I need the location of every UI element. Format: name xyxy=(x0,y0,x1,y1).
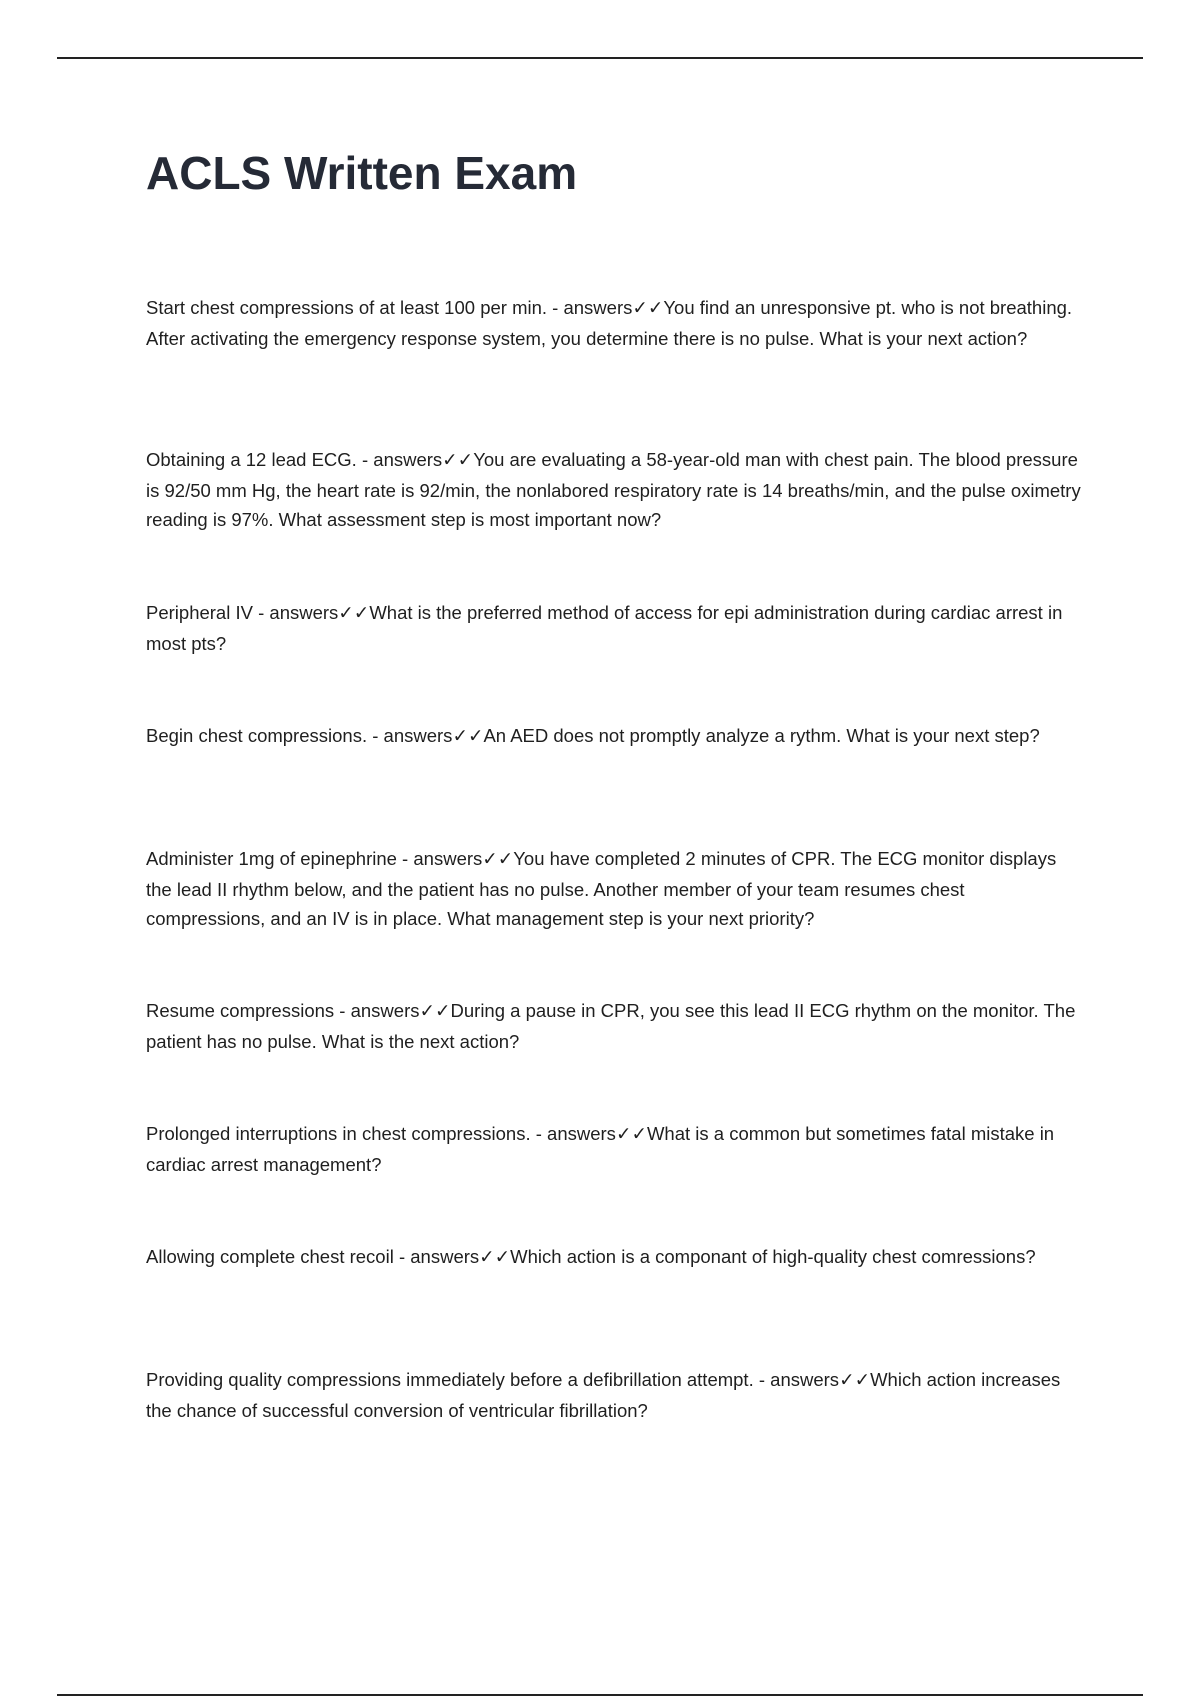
qa-separator: - xyxy=(393,1246,411,1267)
qa-answer: Resume compressions xyxy=(146,1000,335,1021)
qa-separator: - xyxy=(252,602,270,623)
answers-label: answers xyxy=(373,449,443,470)
qa-answer: Start chest compressions of at least 100 per min. xyxy=(146,297,548,318)
answers-label: answers xyxy=(269,602,339,623)
qa-item xyxy=(146,445,1086,535)
qa-question: Which action is a componant of high-quality chest comressions? xyxy=(510,1246,1036,1267)
qa-item xyxy=(146,293,1086,353)
qa-separator: - xyxy=(396,848,414,869)
qa-answer: Prolonged interruptions in chest compressions. xyxy=(146,1123,531,1144)
qa-separator: - xyxy=(334,1000,351,1021)
qa-question: What is a common but sometimes fatal mistake in cardiac arrest management? xyxy=(146,1123,1055,1175)
qa-question: You are evaluating a 58-year-old man with chest pain. The blood pressure is 92/50 mm Hg, the heart rate is 92/min, the nonlabored respiratory rate is 14 breaths/min, and the pulse oximetry reading is 97%. What assessment step is most important now? xyxy=(146,449,1081,530)
checkmark-icon: ✓✓ xyxy=(632,298,664,319)
qa-answer: Administer 1mg of epinephrine xyxy=(146,848,397,869)
qa-item xyxy=(146,844,1086,934)
checkmark-icon: ✓✓ xyxy=(615,1124,647,1145)
qa-question: Which action increases the chance of successful conversion of ventricular fibrillation? xyxy=(146,1369,1061,1421)
qa-answer: Obtaining a 12 lead ECG. xyxy=(146,449,357,470)
qa-question: You have completed 2 minutes of CPR. The ECG monitor displays the lead II rhythm below, and the patient has no pulse. Another member of your team resumes chest compressions, and an IV is in place. What management step is your next priority? xyxy=(146,848,1057,929)
qa-question: An AED does not promptly analyze a rythm. What is your next step? xyxy=(483,725,1040,746)
answers-label: answers xyxy=(770,1369,840,1390)
qa-answer: Begin chest compressions. xyxy=(146,725,368,746)
qa-item xyxy=(146,598,1086,658)
answers-label: answers xyxy=(547,1123,616,1144)
qa-answer: Allowing complete chest recoil xyxy=(146,1246,394,1267)
checkmark-icon: ✓✓ xyxy=(419,1001,451,1022)
answers-label: answers xyxy=(350,1000,420,1021)
qa-question: You find an unresponsive pt. who is not breathing. After activating the emergency response system, you determine there is no pulse. What is your next action? xyxy=(146,297,1073,349)
answers-label: answers xyxy=(410,1246,480,1267)
qa-question: What is the preferred method of access for epi administration during cardiac arrest in most pts? xyxy=(146,602,1063,654)
qa-separator: - xyxy=(356,449,374,470)
top-divider xyxy=(57,57,1143,59)
bottom-divider xyxy=(57,1694,1143,1696)
qa-item xyxy=(146,1242,1086,1273)
qa-separator: - xyxy=(530,1123,548,1144)
answers-label: answers xyxy=(383,725,453,746)
checkmark-icon: ✓✓ xyxy=(479,1247,511,1268)
qa-answer: Peripheral IV xyxy=(146,602,253,623)
qa-item xyxy=(146,1119,1086,1179)
checkmark-icon: ✓✓ xyxy=(452,726,484,747)
checkmark-icon: ✓✓ xyxy=(442,450,474,471)
qa-separator: - xyxy=(753,1369,771,1390)
qa-item xyxy=(146,721,1086,752)
qa-separator: - xyxy=(547,297,564,318)
qa-item xyxy=(146,1365,1086,1425)
answers-label: answers xyxy=(563,297,633,318)
checkmark-icon: ✓✓ xyxy=(482,849,514,870)
qa-separator: - xyxy=(367,725,384,746)
checkmark-icon: ✓✓ xyxy=(839,1370,871,1391)
page-title: ACLS Written Exam xyxy=(146,147,578,199)
qa-answer: Providing quality compressions immediately before a defibrillation attempt. xyxy=(146,1369,754,1390)
qa-item xyxy=(146,996,1086,1056)
answers-label: answers xyxy=(413,848,483,869)
qa-question: During a pause in CPR, you see this lead II ECG rhythm on the monitor. The patient has no pulse. What is the next action? xyxy=(146,1000,1076,1052)
checkmark-icon: ✓✓ xyxy=(338,603,370,624)
